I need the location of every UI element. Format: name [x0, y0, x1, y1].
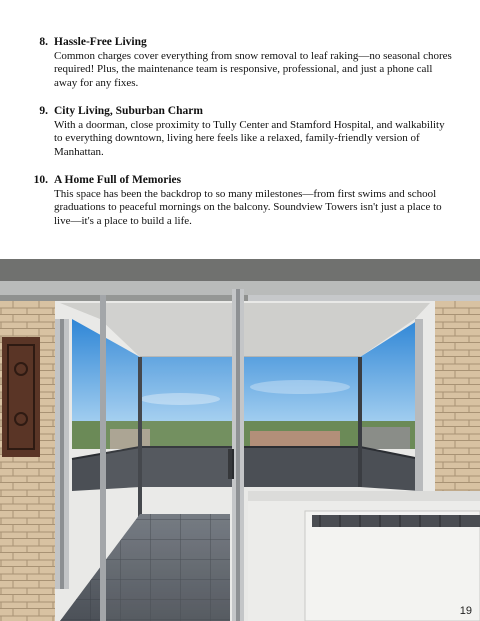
item-text: Common charges cover everything from snow removal to leaf raking—no seasonal chores required! Plus, the maintenance team is responsive, professional, and just a phone call away for any fixes. — [54, 49, 452, 89]
balcony-photo — [0, 259, 480, 621]
item-title: A Home Full of Memories — [54, 174, 182, 186]
item-number: 10. — [33, 174, 48, 186]
numbered-list — [24, 36, 454, 243]
item-number: 9. — [39, 105, 48, 117]
list-item — [24, 105, 454, 159]
item-title: Hassle-Free Living — [54, 36, 147, 48]
list-item — [24, 174, 454, 228]
item-text: With a doorman, close proximity to Tully Center and Stamford Hospital, and walkability to everything downtown, living here feels like a relaxed, family-friendly version of Manhattan. — [54, 118, 445, 158]
item-number: 8. — [39, 36, 48, 48]
item-title: City Living, Suburban Charm — [54, 105, 203, 117]
item-text: This space has been the backdrop to so many milestones—from first swims and school graduations to peaceful mornings on the balcony. Soundview Towers isn't just a place to live—it's a place to build a life. — [54, 187, 442, 227]
page-number: 19 — [459, 605, 472, 617]
list-item — [24, 36, 454, 90]
